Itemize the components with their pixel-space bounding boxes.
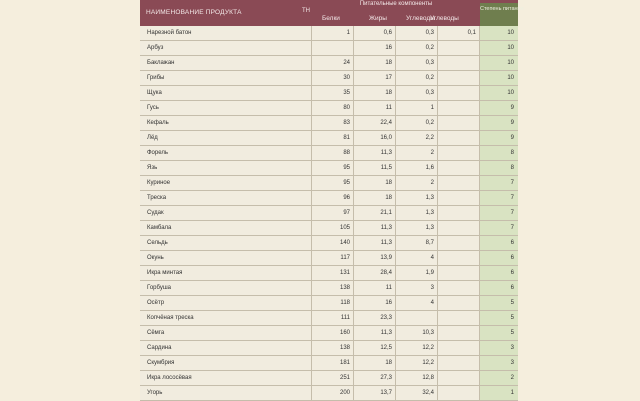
cell-fats: 12,2: [396, 356, 438, 370]
table-row: [140, 131, 518, 146]
cell-proteins: 18: [354, 56, 396, 70]
cell-tn: 95: [312, 176, 354, 190]
cell-fats: 0,2: [396, 116, 438, 130]
cell-carbs: [438, 236, 480, 250]
cell-tn: 160: [312, 326, 354, 340]
cell-rating: 10: [480, 26, 518, 40]
cell-proteins: 11,3: [354, 146, 396, 160]
cell-tn: 105: [312, 221, 354, 235]
cell-product-name: Окунь: [140, 251, 312, 265]
cell-product-name: Копчёная треска: [140, 311, 312, 325]
cell-tn: 181: [312, 356, 354, 370]
cell-proteins: 11,3: [354, 236, 396, 250]
cell-rating: 5: [480, 296, 518, 310]
cell-tn: 118: [312, 296, 354, 310]
cell-proteins: 18: [354, 86, 396, 100]
cell-tn: 138: [312, 341, 354, 355]
cell-tn: 97: [312, 206, 354, 220]
table-row: [140, 176, 518, 191]
cell-fats: 4: [396, 251, 438, 265]
cell-tn: 251: [312, 371, 354, 385]
cell-fats: 0,3: [396, 56, 438, 70]
cell-tn: 30: [312, 71, 354, 85]
table-row: [140, 161, 518, 176]
cell-rating: 10: [480, 86, 518, 100]
cell-carbs: [438, 116, 480, 130]
cell-proteins: 17: [354, 71, 396, 85]
cell-product-name: Сёмга: [140, 326, 312, 340]
cell-carbs: [438, 131, 480, 145]
cell-proteins: 23,3: [354, 311, 396, 325]
cell-proteins: 18: [354, 356, 396, 370]
cell-product-name: Сельдь: [140, 236, 312, 250]
cell-proteins: 22,4: [354, 116, 396, 130]
cell-fats: 12,8: [396, 371, 438, 385]
cell-tn: 83: [312, 116, 354, 130]
cell-tn: 96: [312, 191, 354, 205]
cell-proteins: 11: [354, 101, 396, 115]
cell-fats: 2: [396, 176, 438, 190]
cell-rating: 7: [480, 206, 518, 220]
cell-product-name: Баклажан: [140, 56, 312, 70]
cell-carbs: [438, 101, 480, 115]
cell-product-name: Скумбрия: [140, 356, 312, 370]
header-rating: Степень питания: [480, 3, 518, 26]
cell-proteins: 11: [354, 281, 396, 295]
cell-product-name: Сардина: [140, 341, 312, 355]
cell-proteins: 16,0: [354, 131, 396, 145]
table-row: [140, 236, 518, 251]
cell-carbs: [438, 326, 480, 340]
header-carbs-2: Углеводы: [430, 15, 459, 22]
cell-fats: 4: [396, 296, 438, 310]
cell-tn: 111: [312, 311, 354, 325]
cell-fats: 8,7: [396, 236, 438, 250]
cell-rating: 10: [480, 41, 518, 55]
cell-rating: 2: [480, 371, 518, 385]
table-header: [140, 0, 524, 26]
cell-fats: 1,3: [396, 206, 438, 220]
cell-proteins: 16: [354, 41, 396, 55]
cell-proteins: 11,3: [354, 221, 396, 235]
cell-rating: 9: [480, 131, 518, 145]
cell-fats: 12,2: [396, 341, 438, 355]
cell-fats: 3: [396, 281, 438, 295]
cell-fats: 1,3: [396, 221, 438, 235]
table-row: [140, 71, 518, 86]
table-row: [140, 86, 518, 101]
cell-proteins: 11,5: [354, 161, 396, 175]
cell-fats: 2: [396, 146, 438, 160]
cell-carbs: [438, 161, 480, 175]
table-row: [140, 251, 518, 266]
table-row: [140, 356, 518, 371]
cell-rating: 5: [480, 326, 518, 340]
cell-fats: 0,2: [396, 71, 438, 85]
cell-tn: 88: [312, 146, 354, 160]
table-row: [140, 191, 518, 206]
table-row: [140, 296, 518, 311]
cell-rating: 6: [480, 281, 518, 295]
header-product-name: НАИМЕНОВАНИЕ ПРОДУКТА: [146, 9, 242, 16]
cell-carbs: [438, 266, 480, 280]
cell-product-name: Икра минтая: [140, 266, 312, 280]
cell-carbs: [438, 56, 480, 70]
cell-product-name: Щука: [140, 86, 312, 100]
cell-tn: 117: [312, 251, 354, 265]
cell-product-name: Нарезной батон: [140, 26, 312, 40]
cell-rating: 3: [480, 341, 518, 355]
cell-carbs: [438, 281, 480, 295]
table-row: [140, 281, 518, 296]
cell-tn: 1: [312, 26, 354, 40]
cell-rating: 8: [480, 161, 518, 175]
cell-proteins: 28,4: [354, 266, 396, 280]
cell-product-name: Язь: [140, 161, 312, 175]
cell-rating: 6: [480, 251, 518, 265]
table-row: [140, 386, 518, 401]
cell-tn: 81: [312, 131, 354, 145]
cell-proteins: 12,5: [354, 341, 396, 355]
cell-fats: 10,3: [396, 326, 438, 340]
cell-carbs: [438, 41, 480, 55]
cell-rating: 3: [480, 356, 518, 370]
cell-product-name: Треска: [140, 191, 312, 205]
cell-tn: 140: [312, 236, 354, 250]
cell-carbs: [438, 86, 480, 100]
cell-proteins: 11,3: [354, 326, 396, 340]
cell-tn: 24: [312, 56, 354, 70]
cell-product-name: Камбала: [140, 221, 312, 235]
cell-fats: 0,2: [396, 41, 438, 55]
cell-fats: 1: [396, 101, 438, 115]
table-row: [140, 146, 518, 161]
header-carbs: Углеводы: [406, 15, 435, 22]
table-row: [140, 311, 518, 326]
cell-rating: 9: [480, 101, 518, 115]
cell-product-name: Судак: [140, 206, 312, 220]
table-row: [140, 326, 518, 341]
header-proteins: Белки: [322, 15, 340, 22]
table-row: [140, 266, 518, 281]
cell-fats: [396, 311, 438, 325]
nutrition-table: [140, 0, 524, 400]
cell-product-name: Арбуз: [140, 41, 312, 55]
cell-tn: 131: [312, 266, 354, 280]
cell-carbs: [438, 371, 480, 385]
cell-rating: 8: [480, 146, 518, 160]
cell-product-name: Горбуша: [140, 281, 312, 295]
cell-carbs: [438, 296, 480, 310]
cell-rating: 10: [480, 71, 518, 85]
cell-product-name: Угорь: [140, 386, 312, 400]
cell-rating: 9: [480, 116, 518, 130]
cell-fats: 1,6: [396, 161, 438, 175]
cell-carbs: [438, 386, 480, 400]
table-row: [140, 341, 518, 356]
cell-fats: 1,3: [396, 191, 438, 205]
cell-product-name: Осётр: [140, 296, 312, 310]
cell-rating: 10: [480, 56, 518, 70]
cell-product-name: Лёд: [140, 131, 312, 145]
cell-tn: 138: [312, 281, 354, 295]
table-row: [140, 371, 518, 386]
table-row: [140, 56, 518, 71]
table-row: [140, 101, 518, 116]
cell-tn: 80: [312, 101, 354, 115]
cell-proteins: 13,9: [354, 251, 396, 265]
cell-rating: 5: [480, 311, 518, 325]
cell-carbs: [438, 251, 480, 265]
cell-fats: 2,2: [396, 131, 438, 145]
cell-proteins: 18: [354, 176, 396, 190]
header-group: Питательные компоненты: [359, 1, 433, 7]
cell-fats: 32,4: [396, 386, 438, 400]
cell-carbs: [438, 221, 480, 235]
table-row: [140, 26, 518, 41]
cell-proteins: 13,7: [354, 386, 396, 400]
cell-carbs: [438, 146, 480, 160]
cell-carbs: [438, 341, 480, 355]
cell-product-name: Гусь: [140, 101, 312, 115]
cell-tn: 35: [312, 86, 354, 100]
cell-product-name: Куриное: [140, 176, 312, 190]
cell-carbs: [438, 311, 480, 325]
cell-rating: 6: [480, 266, 518, 280]
table-row: [140, 206, 518, 221]
cell-rating: 7: [480, 191, 518, 205]
table-row: [140, 221, 518, 236]
cell-tn: 200: [312, 386, 354, 400]
cell-carbs: [438, 191, 480, 205]
table-row: [140, 41, 518, 56]
cell-carbs: [438, 206, 480, 220]
cell-proteins: 0,6: [354, 26, 396, 40]
cell-carbs: [438, 356, 480, 370]
header-fats: Жиры: [369, 15, 387, 22]
cell-product-name: Форель: [140, 146, 312, 160]
cell-proteins: 27,3: [354, 371, 396, 385]
cell-product-name: Кефаль: [140, 116, 312, 130]
cell-rating: 7: [480, 176, 518, 190]
cell-carbs: [438, 176, 480, 190]
cell-rating: 1: [480, 386, 518, 400]
cell-fats: 0,3: [396, 86, 438, 100]
cell-proteins: 16: [354, 296, 396, 310]
cell-proteins: 21,1: [354, 206, 396, 220]
cell-fats: 1,9: [396, 266, 438, 280]
cell-tn: [312, 41, 354, 55]
cell-tn: 95: [312, 161, 354, 175]
cell-rating: 7: [480, 221, 518, 235]
table-row: [140, 116, 518, 131]
cell-rating: 6: [480, 236, 518, 250]
header-tn: ТН: [302, 8, 310, 14]
cell-carbs: [438, 71, 480, 85]
cell-proteins: 18: [354, 191, 396, 205]
cell-carbs: 0,1: [438, 26, 480, 40]
cell-product-name: Икра лососёвая: [140, 371, 312, 385]
cell-product-name: Грибы: [140, 71, 312, 85]
cell-fats: 0,3: [396, 26, 438, 40]
